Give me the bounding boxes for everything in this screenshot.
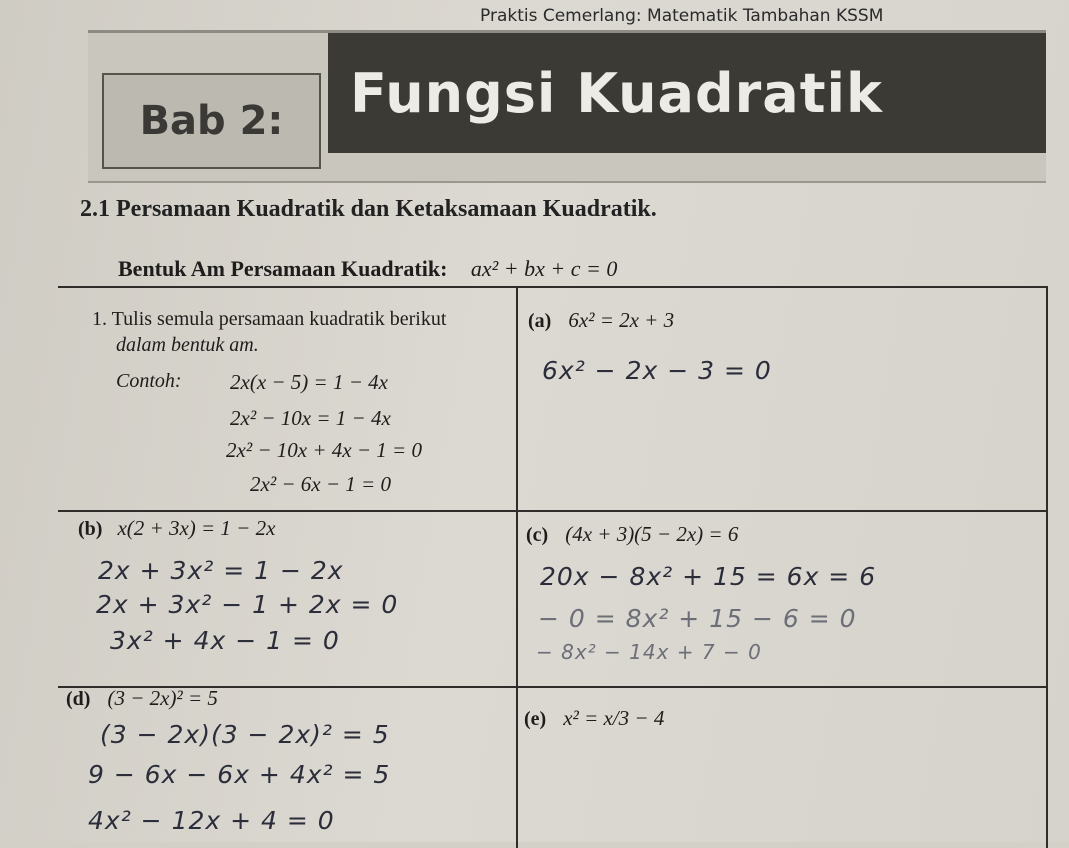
example-step-1: 2x(x − 5) = 1 − 4x xyxy=(230,370,388,394)
part-c xyxy=(526,522,738,547)
row-divider-1 xyxy=(58,510,1048,512)
column-divider xyxy=(516,288,518,848)
part-d-label: (d) xyxy=(66,688,91,710)
chapter-number: Bab 2: xyxy=(139,98,284,144)
part-b-equation: x(2 + 3x) = 1 − 2x xyxy=(117,516,276,540)
part-c-label: (c) xyxy=(526,524,549,546)
example-step-3: 2x² − 10x + 4x − 1 = 0 xyxy=(226,438,422,462)
part-c-work-1: 20x − 8x² + 15 = 6x = 6 xyxy=(540,562,877,591)
chapter-title-box xyxy=(328,33,1046,153)
part-e xyxy=(524,706,664,731)
part-d xyxy=(66,686,218,711)
general-form xyxy=(118,256,617,282)
part-b-work-1: 2x + 3x² = 1 − 2x xyxy=(98,556,344,585)
example-label: Contoh: xyxy=(116,370,182,392)
part-b-work-3: 3x² + 4x − 1 = 0 xyxy=(110,626,340,655)
general-form-label: Bentuk Am Persamaan Kuadratik: xyxy=(118,256,448,281)
chapter-banner xyxy=(88,30,1046,183)
chapter-number-box xyxy=(102,73,321,169)
section-title: 2.1 Persamaan Kuadratik dan Ketaksamaan Kuadratik. xyxy=(80,196,657,222)
part-c-work-3: − 8x² − 14x + 7 − 0 xyxy=(536,640,762,664)
part-d-work-3: 4x² − 12x + 4 = 0 xyxy=(88,806,335,835)
part-a-label: (a) xyxy=(528,310,552,332)
question-instruction-1: 1. Tulis semula persamaan kuadratik berikut xyxy=(92,308,447,330)
part-b-label: (b) xyxy=(78,518,103,540)
question-instruction-2: dalam bentuk am. xyxy=(116,334,259,356)
part-b-work-2: 2x + 3x² − 1 + 2x = 0 xyxy=(96,590,399,619)
part-a xyxy=(528,308,674,333)
general-form-equation: ax² + bx + c = 0 xyxy=(470,256,618,281)
part-a-equation: 6x² = 2x + 3 xyxy=(568,308,675,332)
part-d-work-1: (3 − 2x)(3 − 2x)² = 5 xyxy=(100,720,390,749)
chapter-title: Fungsi Kuadratik xyxy=(350,61,883,125)
part-a-work-1: 6x² − 2x − 3 = 0 xyxy=(542,356,772,385)
part-c-work-2: − 0 = 8x² + 15 − 6 = 0 xyxy=(538,604,857,633)
example-step-2: 2x² − 10x = 1 − 4x xyxy=(230,406,391,430)
part-d-equation: (3 − 2x)² = 5 xyxy=(107,686,218,710)
part-c-equation: (4x + 3)(5 − 2x) = 6 xyxy=(565,522,739,546)
part-d-work-2: 9 − 6x − 6x + 4x² = 5 xyxy=(88,760,391,789)
part-e-label: (e) xyxy=(524,708,547,730)
running-header: Praktis Cemerlang: Matematik Tambahan KSSM xyxy=(480,6,884,26)
example-step-4: 2x² − 6x − 1 = 0 xyxy=(250,472,391,496)
part-e-equation: x² = x/3 − 4 xyxy=(563,706,665,730)
right-border xyxy=(1046,288,1048,848)
part-b xyxy=(78,516,275,541)
